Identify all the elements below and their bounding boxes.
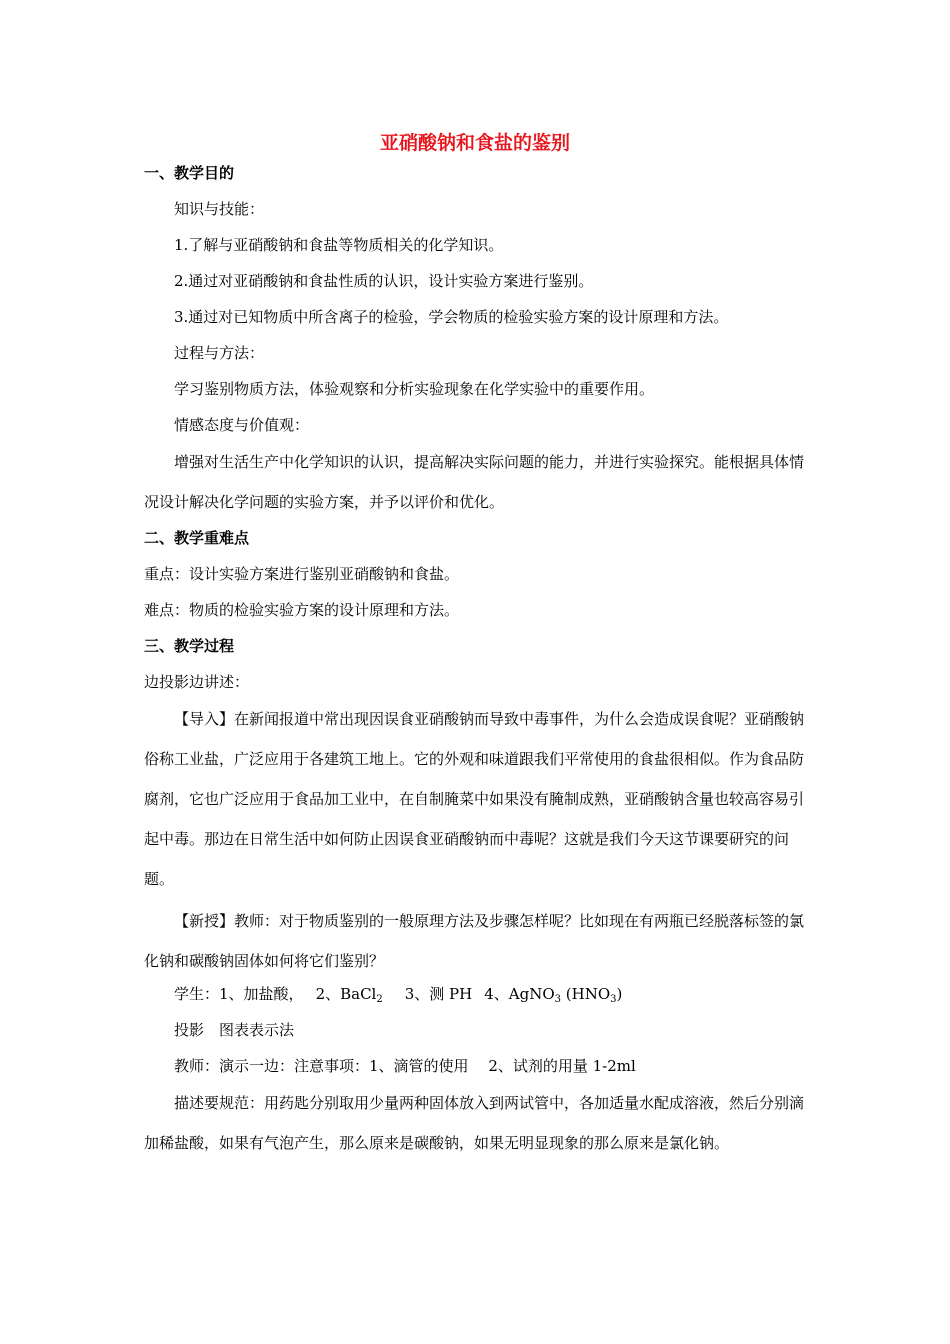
teacher-demo: 教师：演示一边：注意事项：1、滴管的使用 2、试剂的用量 1-2ml [174,1057,636,1075]
key-point: 重点：设计实验方案进行鉴别亚硝酸钠和食盐。 [144,565,460,583]
lead-in-paragraph: 【导入】在新闻报道中常出现因误食亚硝酸钠而导致中毒事件，为什么会造成误食呢？亚硝酸钠俗称工业盐，广泛应用于各建筑工地上。它的外观和味道跟我们平常使用的食盐很相似。作为食品防腐剂，它也广泛应用于食品加工业中，在自制腌菜中如果没有腌制成熟，亚硝酸钠含量也较高容易引起中毒。那边在日常生活中如何防止因误食亚硝酸钠而中毒呢？这就是我们今天这节课要研究的问题。 [144,710,805,888]
emotion-text: 增强对生活生产中化学知识的认识，提高解决实际问题的能力，并进行实验探究。能根据具体情况设计解决化学问题的实验方案，并予以评价和优化。 [144,453,805,511]
document-title: 亚硝酸钠和食盐的鉴别 [379,132,570,154]
difficult-point: 难点：物质的检验实验方案的设计原理和方法。 [144,601,460,619]
section-heading-key-points: 二、教学重难点 [144,529,250,547]
section-heading-process: 三、教学过程 [144,637,235,655]
projection-note: 投影 图表表示法 [174,1021,295,1039]
knowledge-item-3: 3.通过对已知物质中所含离子的检验，学会物质的检验实验方案的设计原理和方法。 [174,308,729,326]
emotion-label: 情感态度与价值观： [174,416,310,434]
process-label: 过程与方法： [174,344,265,362]
new-lesson-paragraph: 【新授】教师：对于物质鉴别的一般原理方法及步骤怎样呢？比如现在有两瓶已经脱落标签的氯化钠和碳酸钠固体如何将它们鉴别？ [144,912,805,970]
answer-4: 4、AgNO$_3$ $(HNO_3)$ [484,985,623,1005]
knowledge-label: 知识与技能： [174,200,265,218]
description-paragraph: 描述要规范：用药匙分别取用少量两种固体放入到两试管中，各加适量水配成溶液，然后分别滴加稀盐酸，如果有气泡产生，那么原来是碳酸钠，如果无明显现象的那么原来是氯化钠。 [144,1094,805,1152]
process-intro: 边投影边讲述： [144,673,250,691]
section-heading-objectives: 一、教学目的 [144,164,235,182]
answer-2: 2、BaCl$_2$ [315,985,383,1005]
answer-1: 1、加盐酸， [219,985,304,1003]
document-body [144,162,814,1163]
student-label: 学生： [174,985,220,1003]
student-answers [144,983,814,1006]
answer-3: 3、测 PH [404,985,473,1003]
knowledge-item-2: 2.通过对亚硝酸钠和食盐性质的认识，设计实验方案进行鉴别。 [174,272,594,290]
process-text: 学习鉴别物质方法，体验观察和分析实验现象在化学实验中的重要作用。 [174,380,655,398]
knowledge-item-1: 1.了解与亚硝酸钠和食盐等物质相关的化学知识。 [174,236,504,254]
